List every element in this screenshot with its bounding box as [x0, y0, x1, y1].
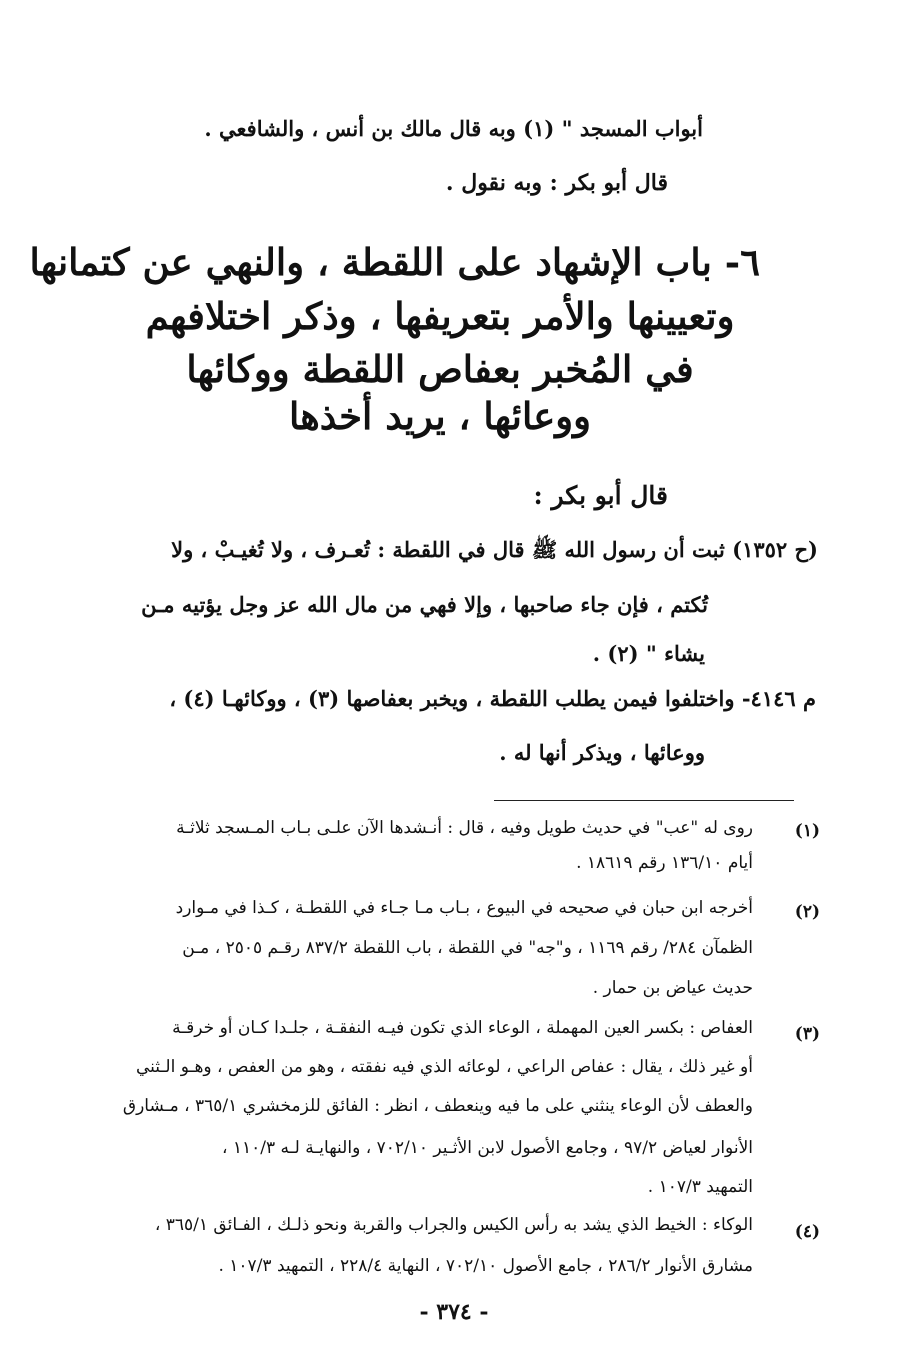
hadith-line-3: يشاء " (٢) .	[592, 641, 705, 666]
footnote-2-marker: (٢)	[794, 902, 820, 922]
issue-line-1: م ٤١٤٦- واختلفوا فيمن يطلب اللقطة ، ويخبر بعفاصها (٣) ، ووكائهـا (٤) ،	[169, 686, 816, 711]
footnote-4-line-1: الوكاء : الخيط الذي يشد به رأس الكيس والجراب والقربة ونحو ذلـك ، الفـائق ٣٦٥/١ ،	[154, 1215, 753, 1235]
page-number: - ٣٧٤ -	[419, 1299, 489, 1325]
footnote-4-marker: (٤)	[794, 1222, 820, 1242]
speaker-heading: قال أبو بكر :	[533, 481, 668, 510]
footnote-3-line-1: العفاص : بكسر العين المهملة ، الوعاء الذي تكون فيـه النفقـة ، جلـدا كـان أو خرقـة	[172, 1018, 753, 1038]
footnote-3-marker: (٣)	[794, 1024, 820, 1044]
footnote-separator	[494, 800, 794, 801]
chapter-title-line-2: وتعيينها والأمر بتعريفها ، وذكر اختلافهم	[145, 294, 735, 338]
chapter-title-line-3: في المُخبر بعفاص اللقطة ووكائها	[186, 347, 694, 391]
intro-line-1: أبواب المسجد " (١) وبه قال مالك بن أنس ، والشافعي .	[204, 116, 703, 141]
footnote-3-line-4: الأنوار لعياض ٩٧/٢ ، وجامع الأصول لابن الأثـير ٧٠٢/١٠ ، والنهايـة لـه ١١٠/٣ ،	[221, 1138, 753, 1158]
footnote-3-line-2: أو غير ذلك ، يقال : عفاص الراعي ، لوعائه الذي فيه نفقته ، وهو من العفص ، وهـو الـثني	[135, 1057, 753, 1077]
chapter-title-line-4: ووعائها ، يريد أخذها	[288, 394, 592, 438]
footnote-1-line-2: أيام ١٣٦/١٠ رقم ١٨٦١٩ .	[576, 853, 753, 873]
footnote-3-line-5: التمهيد ١٠٧/٣ .	[647, 1177, 753, 1197]
footnote-2-line-2: الظمآن ٢٨٤/ رقم ١١٦٩ ، و"جه" في اللقطة ، باب اللقطة ٨٣٧/٢ رقـم ٢٥٠٥ ، مـن	[182, 938, 753, 958]
chapter-title-line-1: ٦- باب الإشهاد على اللقطة ، والنهي عن كتمانها	[29, 240, 760, 284]
footnote-2-line-1: أخرجه ابن حبان في صحيحه في البيوع ، بـاب مـا جـاء في اللقطـة ، كـذا في مـوارد	[175, 898, 753, 918]
footnote-1-marker: (١)	[794, 821, 820, 841]
issue-line-2: ووعائها ، ويذكر أنها له .	[499, 740, 705, 765]
footnote-2-line-3: حديث عياض بن حمار .	[592, 978, 753, 998]
hadith-line-1: (ح ١٣٥٢) ثبت أن رسول الله ﷺ قال في اللقطة : تُعـرف ، ولا تُغيـبْ ، ولا	[171, 537, 818, 562]
footnote-1-line-1: روى له "عب" في حديث طويل وفيه ، قال : أنـشدها الآن علـى بـاب المـسجد ثلاثـة	[176, 818, 753, 838]
hadith-line-2: تُكتم ، فإن جاء صاحبها ، وإلا فهي من مال الله عز وجل يؤتيه مـن	[141, 592, 708, 617]
footnote-4-line-2: مشارق الأنوار ٢٨٦/٢ ، جامع الأصول ٧٠٢/١٠ ، النهاية ٢٢٨/٤ ، التمهيد ١٠٧/٣ .	[218, 1256, 753, 1276]
intro-line-2: قال أبو بكر : وبه نقول .	[445, 170, 668, 196]
footnote-3-line-3: والعطف لأن الوعاء ينثني على ما فيه وينعطف ، انظر : الفائق للزمخشري ٣٦٥/١ ، مـشارق	[122, 1096, 753, 1116]
